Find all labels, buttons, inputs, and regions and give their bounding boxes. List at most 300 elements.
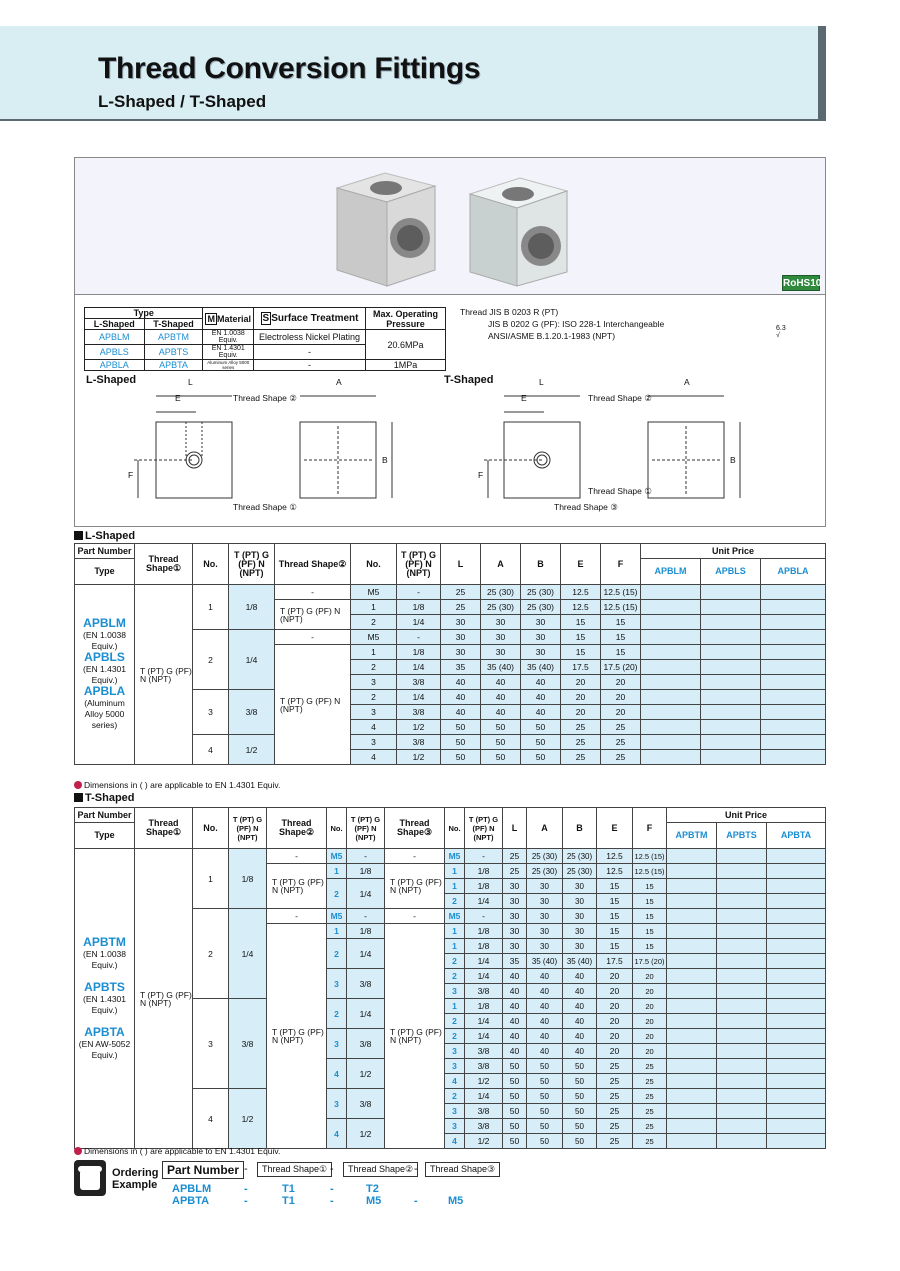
ts1-header: Thread Shape① [135, 544, 193, 585]
table-cell [701, 645, 761, 660]
table-cell: 40 [503, 1044, 527, 1059]
f-header: F [633, 808, 667, 849]
table-cell: 30 [503, 924, 527, 939]
table-cell [701, 585, 761, 600]
table-cell: - [347, 849, 385, 864]
table-cell: 1/8 [465, 879, 503, 894]
product-photo-panel [74, 157, 826, 295]
table-cell: 1/8 [229, 849, 267, 909]
table-cell: - [267, 849, 327, 864]
table-cell [717, 909, 767, 924]
product-photo [75, 158, 827, 296]
order-dash: - [330, 1183, 334, 1195]
table-cell [717, 924, 767, 939]
no2-header: No. [351, 544, 397, 585]
part-number-header: Part Number [75, 544, 135, 559]
table-cell: 4 [445, 1134, 465, 1149]
thread-shape-2-label: Thread Shape ② [588, 393, 652, 403]
table-cell: 3 [327, 1089, 347, 1119]
table-cell: 1/4 [347, 879, 385, 909]
page-subtitle: L-Shaped / T-Shaped [98, 92, 267, 111]
table-cell: M5 [351, 630, 397, 645]
table-cell: 1/4 [229, 630, 275, 690]
table-cell: 25 (30) [563, 864, 597, 879]
l-shaped-block-image [337, 173, 435, 286]
t-shaped-drawing-title: T-Shaped [444, 374, 494, 386]
table-cell [667, 969, 717, 984]
table-cell [667, 1074, 717, 1089]
t-shaped-header: T-Shaped [144, 319, 203, 330]
table-cell: 3 [351, 735, 397, 750]
table-cell: 25 [597, 1089, 633, 1104]
price-col-header: APBLA [761, 559, 826, 585]
table-cell [717, 1074, 767, 1089]
table-cell: 30 [481, 645, 521, 660]
table-cell: 50 [521, 750, 561, 765]
table-cell: 30 [527, 924, 563, 939]
thread-shape-2-label: Thread Shape ② [233, 393, 297, 403]
table-cell: 2 [327, 999, 347, 1029]
table-cell: 50 [481, 720, 521, 735]
table-cell: 25 [633, 1089, 667, 1104]
table-cell: 50 [503, 1119, 527, 1134]
spec-cell: - [254, 360, 366, 371]
table-cell [717, 1119, 767, 1134]
table-cell [717, 969, 767, 984]
table-cell [761, 615, 826, 630]
table-cell: 15 [597, 909, 633, 924]
table-cell: 20 [597, 969, 633, 984]
table-cell [641, 630, 701, 645]
table-cell: 3/8 [465, 1104, 503, 1119]
table-cell [641, 750, 701, 765]
table-cell: 30 [527, 939, 563, 954]
table-cell: 50 [527, 1059, 563, 1074]
no-header: No. [327, 808, 347, 849]
table-cell: 50 [503, 1089, 527, 1104]
table-cell: M5 [445, 849, 465, 864]
table-cell: 15 [601, 630, 641, 645]
table-cell: 3/8 [347, 1029, 385, 1059]
table-cell: 40 [503, 1029, 527, 1044]
order-dash: - [330, 1163, 334, 1175]
phone-icon [74, 1160, 106, 1196]
table-cell [641, 675, 701, 690]
table-cell [667, 1059, 717, 1074]
thread-note-3: ANSI/ASME B.1.20.1-1983 (NPT) [488, 331, 616, 341]
table-cell: 1/2 [229, 1089, 267, 1149]
table-cell: 25 [597, 1134, 633, 1149]
table-cell: 1/8 [229, 585, 275, 630]
l-shaped-section-title: L-Shaped [74, 530, 135, 542]
table-cell: 1/2 [347, 1119, 385, 1149]
table-cell [667, 879, 717, 894]
table-cell: 1/4 [347, 939, 385, 969]
table-cell: 40 [527, 969, 563, 984]
table-row [75, 585, 826, 600]
pressure-header: Max. Operating Pressure [366, 308, 446, 330]
table-cell [761, 735, 826, 750]
table-cell: 40 [481, 705, 521, 720]
table-cell: 2 [193, 630, 229, 690]
order-value: T2 [366, 1183, 379, 1195]
dim-b-label: B [730, 455, 736, 465]
unit-price-header: Unit Price [667, 808, 826, 823]
table-cell: 1 [445, 939, 465, 954]
table-cell: 20 [633, 1044, 667, 1059]
table-cell [667, 939, 717, 954]
banner-edge [818, 26, 826, 121]
table-cell: 40 [527, 999, 563, 1014]
table-cell: 25 [441, 600, 481, 615]
thread-shape-3-label: Thread Shape ③ [554, 502, 618, 512]
dim-a-label: A [684, 377, 690, 387]
table-cell: 3/8 [229, 690, 275, 735]
table-cell: 40 [563, 984, 597, 999]
part-number-box: Part Number [162, 1161, 244, 1179]
type-header: Type [85, 308, 203, 319]
part-number-header: Part Number [75, 808, 135, 823]
table-cell: - [275, 630, 351, 645]
type-cell: APBTM (EN 1.0038 Equiv.) APBTS (EN 1.4301 Equiv.) APBTA (EN AW-5052 Equiv.) [75, 849, 135, 1149]
table-cell: 1/8 [397, 600, 441, 615]
table-cell [767, 1044, 826, 1059]
spec-cell: APBLS [85, 345, 145, 360]
a-header: A [481, 544, 521, 585]
table-cell [767, 864, 826, 879]
table-cell [767, 909, 826, 924]
table-cell: 1/4 [465, 954, 503, 969]
table-cell [717, 939, 767, 954]
table-cell [701, 750, 761, 765]
table-cell [761, 750, 826, 765]
table-cell [717, 1029, 767, 1044]
table-cell [641, 705, 701, 720]
table-cell: M5 [327, 909, 347, 924]
table-cell: 12.5 [561, 585, 601, 600]
order-value: T1 [282, 1195, 295, 1207]
no-header: No. [193, 808, 229, 849]
table-cell: T (PT) G (PF) N (NPT) [385, 924, 445, 1149]
table-cell: 20 [601, 705, 641, 720]
table-cell [767, 879, 826, 894]
table-cell [667, 924, 717, 939]
order-dash: - [244, 1163, 248, 1175]
table-cell [701, 690, 761, 705]
table-cell [761, 600, 826, 615]
table-cell [667, 954, 717, 969]
table-cell: 4 [193, 735, 229, 765]
table-cell: - [397, 585, 441, 600]
table-cell: 50 [503, 1134, 527, 1149]
table-cell: 50 [503, 1059, 527, 1074]
table-cell [701, 675, 761, 690]
table-cell [761, 720, 826, 735]
ts1-cell: T (PT) G (PF) N (NPT) [135, 849, 193, 1149]
table-cell: 25 [601, 720, 641, 735]
table-cell: 2 [445, 1089, 465, 1104]
table-cell [641, 600, 701, 615]
t-shaped-table [74, 807, 826, 1149]
table-cell [701, 735, 761, 750]
order-dash: - [414, 1195, 418, 1207]
table-cell: 50 [527, 1074, 563, 1089]
price-col-header: APBTA [767, 823, 826, 849]
dim-l-label: L [539, 377, 544, 387]
order-dash: - [330, 1195, 334, 1207]
table-cell: 12.5 [597, 849, 633, 864]
table-cell: 1/4 [465, 894, 503, 909]
thread-shape-1-label: Thread Shape ① [588, 486, 652, 496]
type-header: Type [75, 823, 135, 849]
table-cell: 3/8 [465, 1059, 503, 1074]
l-shaped-header: L-Shaped [85, 319, 145, 330]
table-cell: 1/4 [465, 1089, 503, 1104]
table-cell: 4 [327, 1059, 347, 1089]
spec-cell: 20.6MPa [366, 330, 446, 360]
table-cell: 40 [527, 1014, 563, 1029]
table-cell: 2 [445, 894, 465, 909]
table-cell: 1/4 [229, 909, 267, 999]
thread-shape-1-label: Thread Shape ① [233, 502, 297, 512]
order-value: M5 [448, 1195, 464, 1207]
surface-header: S Surface Treatment [254, 308, 366, 330]
table-cell [767, 1074, 826, 1089]
table-cell [701, 600, 761, 615]
table-cell: 30 [527, 894, 563, 909]
table-cell: 1 [445, 924, 465, 939]
table-cell: 1 [193, 849, 229, 909]
table-cell: 40 [441, 675, 481, 690]
tgn-header: T (PT) G (PF) N (NPT) [465, 808, 503, 849]
tgn2-header: T (PT) G (PF) N (NPT) [397, 544, 441, 585]
order-value: T1 [282, 1183, 295, 1195]
table-cell: 1/8 [465, 999, 503, 1014]
table-cell: 3 [445, 1104, 465, 1119]
table-cell: 30 [527, 879, 563, 894]
table-cell [701, 630, 761, 645]
table-cell: - [385, 849, 445, 864]
order-value: M5 [366, 1195, 382, 1207]
table-cell: 1/2 [397, 750, 441, 765]
technical-drawings [74, 386, 824, 524]
page-title: Thread Conversion Fittings [98, 52, 481, 85]
price-col-header: APBTM [667, 823, 717, 849]
dim-e-label: E [521, 393, 527, 403]
table-cell: 3/8 [397, 735, 441, 750]
table-cell [717, 1104, 767, 1119]
l-header: L [503, 808, 527, 849]
table-cell: 2 [327, 879, 347, 909]
table-cell: 20 [561, 705, 601, 720]
dim-f-label: F [128, 470, 134, 480]
table-cell [717, 849, 767, 864]
table-cell: 1/8 [465, 924, 503, 939]
table-cell: 30 [521, 630, 561, 645]
table-cell: 40 [521, 690, 561, 705]
table-cell [767, 1059, 826, 1074]
table-cell [701, 720, 761, 735]
table-cell: 30 [521, 615, 561, 630]
table-cell: 15 [633, 909, 667, 924]
ts2-header: Thread Shape② [275, 544, 351, 585]
table-cell [767, 1029, 826, 1044]
spec-table [84, 307, 446, 371]
table-cell: 25 [561, 750, 601, 765]
table-cell [717, 1134, 767, 1149]
table-cell: 3 [193, 999, 229, 1089]
table-cell: 25 [633, 1119, 667, 1134]
table-cell: 1 [193, 585, 229, 630]
table-cell: 40 [503, 984, 527, 999]
table-cell: 25 [601, 735, 641, 750]
no-header: No. [445, 808, 465, 849]
spec-cell: 1MPa [366, 360, 446, 371]
table-cell: 1/8 [397, 645, 441, 660]
table-cell: 3/8 [229, 999, 267, 1089]
price-col-header: APBLS [701, 559, 761, 585]
table-cell: 1/8 [465, 939, 503, 954]
table-cell: 30 [563, 879, 597, 894]
table-cell: 1/4 [347, 999, 385, 1029]
table-cell [717, 879, 767, 894]
table-cell: 35 (40) [521, 660, 561, 675]
table-cell [667, 1089, 717, 1104]
table-cell: 25 [633, 1059, 667, 1074]
table-cell: 1/8 [347, 864, 385, 879]
table-cell: 40 [563, 999, 597, 1014]
table-cell: 20 [601, 675, 641, 690]
table-cell: 20 [561, 675, 601, 690]
table-cell [761, 690, 826, 705]
table-cell: 35 [503, 954, 527, 969]
table-cell: 50 [563, 1089, 597, 1104]
table-cell [641, 720, 701, 735]
table-cell: 3 [445, 1119, 465, 1134]
table-cell: 1/2 [229, 735, 275, 765]
table-cell: 35 [441, 660, 481, 675]
dim-a-label: A [336, 377, 342, 387]
table-cell: 50 [481, 750, 521, 765]
table-cell [717, 864, 767, 879]
table-cell: 15 [601, 615, 641, 630]
table-cell [701, 660, 761, 675]
table-cell: 40 [503, 1014, 527, 1029]
table-cell [717, 1059, 767, 1074]
table-cell [767, 1104, 826, 1119]
table-cell [667, 864, 717, 879]
table-cell [717, 1044, 767, 1059]
table-cell: 40 [527, 1029, 563, 1044]
table-cell: 50 [563, 1134, 597, 1149]
dim-e-label: E [175, 393, 181, 403]
table-cell: 1/2 [397, 720, 441, 735]
table-cell: 3/8 [465, 984, 503, 999]
table-cell: 1/4 [397, 615, 441, 630]
table-cell [667, 1119, 717, 1134]
table-cell: 40 [563, 969, 597, 984]
table-cell: 4 [351, 720, 397, 735]
table-cell: 30 [481, 615, 521, 630]
table-cell: 12.5 (15) [633, 864, 667, 879]
table-cell: 20 [633, 984, 667, 999]
tgn-header: T (PT) G (PF) N (NPT) [229, 544, 275, 585]
table-cell [767, 849, 826, 864]
dim-f-label: F [478, 470, 484, 480]
table-cell: 30 [503, 879, 527, 894]
table-cell: 50 [441, 750, 481, 765]
table-cell: 40 [481, 675, 521, 690]
table-cell: 35 (40) [563, 954, 597, 969]
table-cell: 15 [633, 894, 667, 909]
table-cell [641, 735, 701, 750]
table-cell: 25 (30) [481, 585, 521, 600]
spec-cell: Electroless Nickel Plating [254, 330, 366, 345]
table-cell: 17.5 [597, 954, 633, 969]
ordering-example-label: Ordering Example [112, 1167, 159, 1191]
no-header: No. [193, 544, 229, 585]
table-cell [767, 894, 826, 909]
table-cell: 2 [327, 939, 347, 969]
table-cell: 1 [327, 864, 347, 879]
table-cell: 50 [563, 1104, 597, 1119]
table-cell: 2 [445, 1014, 465, 1029]
thread-shape-2-box: Thread Shape② [343, 1162, 418, 1177]
table-cell: 30 [503, 894, 527, 909]
table-cell: 3 [193, 690, 229, 735]
table-cell: 1/4 [465, 969, 503, 984]
table-cell: 1 [351, 600, 397, 615]
table-cell: 40 [441, 705, 481, 720]
table-cell: T (PT) G (PF) N (NPT) [275, 600, 351, 630]
table-cell [767, 969, 826, 984]
tgn-header: T (PT) G (PF) N (NPT) [229, 808, 267, 849]
table-cell [667, 1104, 717, 1119]
table-cell: 40 [503, 999, 527, 1014]
table-cell: 20 [633, 1029, 667, 1044]
table-cell: 50 [563, 1059, 597, 1074]
order-value: APBLM [172, 1183, 212, 1195]
table-cell [717, 1089, 767, 1104]
spec-cell: APBTS [144, 345, 203, 360]
table-cell: T (PT) G (PF) N (NPT) [267, 924, 327, 1149]
table-cell: 15 [633, 879, 667, 894]
table-cell: 4 [327, 1119, 347, 1149]
table-cell [767, 939, 826, 954]
table-cell: 30 [563, 939, 597, 954]
table-cell: 40 [503, 969, 527, 984]
table-cell: - [275, 585, 351, 600]
table-cell: 15 [597, 924, 633, 939]
table-cell: 12.5 (15) [601, 600, 641, 615]
table-cell: 4 [445, 1074, 465, 1089]
table-cell [767, 1089, 826, 1104]
table-cell [767, 1119, 826, 1134]
table-cell: 30 [521, 645, 561, 660]
table-cell: 15 [561, 630, 601, 645]
order-dash: - [414, 1163, 418, 1175]
table-cell: T (PT) G (PF) N (NPT) [267, 864, 327, 909]
table-cell: 12.5 [597, 864, 633, 879]
table-cell: 20 [561, 690, 601, 705]
table-cell: M5 [445, 909, 465, 924]
table-cell: 3 [327, 969, 347, 999]
table-cell [667, 984, 717, 999]
table-cell [767, 954, 826, 969]
table-cell: 50 [563, 1119, 597, 1134]
table-cell: 15 [633, 924, 667, 939]
table-cell: 12.5 (15) [633, 849, 667, 864]
